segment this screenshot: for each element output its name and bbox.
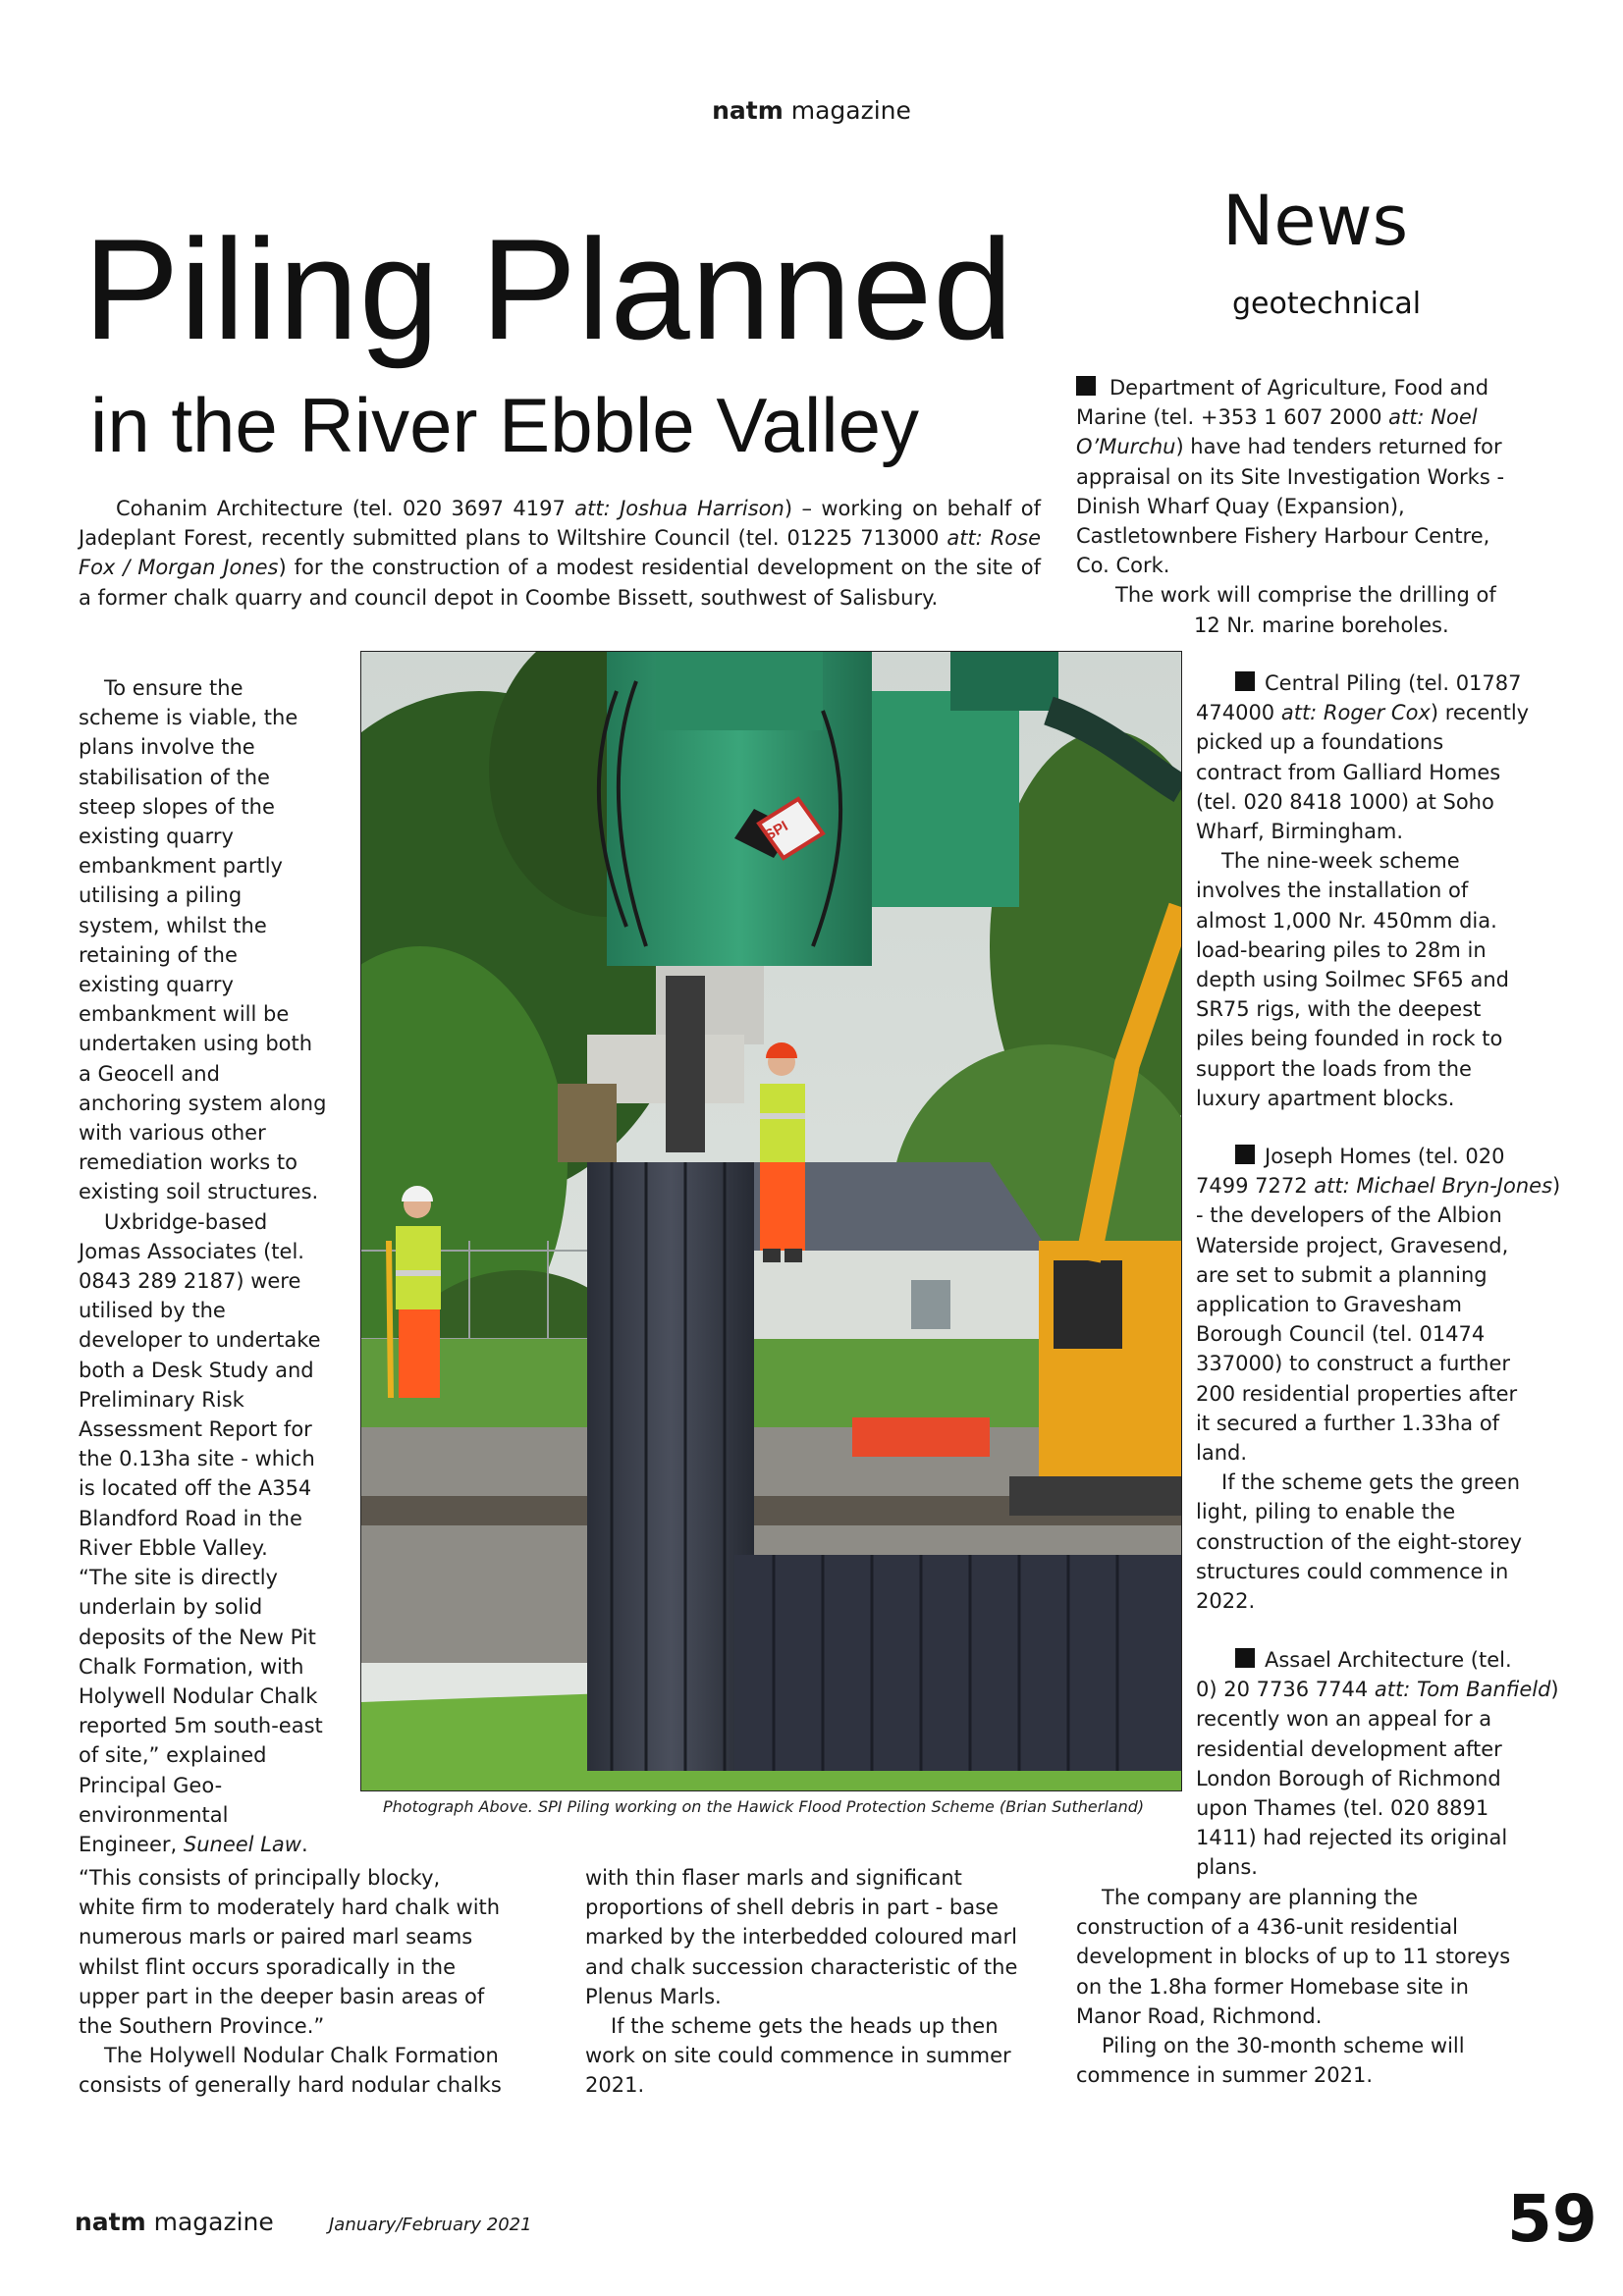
text-line: existing quarry [79,973,234,997]
text-line: Plenus Marls. [585,1984,722,2008]
text-line: Piling on the 30-month scheme will [1102,2034,1465,2058]
text-line: Wharf, Birmingham. [1196,820,1404,844]
text-line: utilised by the [79,1299,226,1323]
text-line: Blandford Road in the [79,1506,302,1530]
text-line: it secured a further 1.33ha of [1196,1411,1500,1435]
text-line: reported 5m south-east [79,1714,323,1738]
bullet-square-icon [1235,1145,1255,1164]
text-line: development in blocks of up to 11 storeys [1076,1945,1511,1969]
section-title: News [1222,181,1409,261]
text-line: Joseph Homes (tel. 020 [1196,1142,1589,1171]
text-line: commence in summer 2021. [1076,2063,1374,2088]
text-line: embankment partly [79,854,283,879]
text-line: Borough Council (tel. 01474 [1196,1322,1486,1347]
news-item-3 [1196,1142,1589,1616]
text-line: is located off the A354 [79,1476,312,1501]
text-line: white firm to moderately hard chalk with [79,1896,501,1920]
text-line: contract from Galliard Homes [1196,760,1501,784]
text-line: recently won an appeal for a [1196,1707,1492,1732]
text-line: luxury apartment blocks. [1196,1086,1455,1110]
text-line: deposits of the New Pit [79,1625,316,1649]
text-line: Central Piling (tel. 01787 [1196,668,1589,698]
text-line: plans involve the [79,735,255,760]
text-line: 2022. [1196,1589,1256,1614]
article-subtitle: in the River Ebble Valley [90,382,919,468]
text-line: application to Gravesham [1196,1293,1462,1317]
text-line: 337000) to construct a further [1196,1352,1511,1376]
text-line: with thin flaser marls and significant [585,1866,962,1890]
text-line: SR75 rigs, with the deepest [1196,997,1482,1022]
text-line: 1411) had rejected its original [1196,1826,1508,1850]
text-line: on the 1.8ha former Homebase site in [1076,1974,1469,1999]
text-line: numerous marls or paired marl seams [79,1925,473,1949]
text-line: Principal Geo- [79,1773,223,1797]
text-line: whilst flint occurs sporadically in the [79,1954,457,1979]
text-line: River Ebble Valley. [79,1535,268,1560]
text-line: 2021. [585,2073,645,2098]
text-line: “This consists of principally blocky, [79,1866,441,1890]
footer-date: January/February 2021 [329,2215,532,2235]
text-line: construction of a 436-unit residential [1076,1915,1458,1940]
text-line: upper part in the deeper basin areas of [79,1984,485,2008]
text-line: involves the installation of [1196,879,1469,903]
text-line: depth using Soilmec SF65 and [1196,968,1509,992]
rig-logo-text: SPI [762,818,791,844]
text-line: If the scheme gets the green [1221,1470,1521,1495]
text-line: - the developers of the Albion [1196,1203,1502,1228]
text-line: piles being founded in rock to [1196,1027,1503,1051]
text-line: of site,” explained [79,1743,267,1768]
text-line: Manor Road, Richmond. [1076,2003,1323,2028]
bullet-square-icon [1235,1648,1255,1668]
text-line: Holywell Nodular Chalk [79,1683,318,1708]
text-line: scheme is viable, the [79,706,298,730]
article-column-2-bottom [585,1863,1076,2101]
text-line: 0843 289 2187) were [79,1269,301,1294]
text-line: underlain by solid [79,1595,263,1620]
text-line: utilising a piling [79,883,243,908]
text-line: developer to undertake [79,1328,321,1353]
text-line: light, piling to enable the [1196,1500,1456,1524]
text-line: Assessment Report for [79,1417,312,1442]
text-line: undertaken using both [79,1032,313,1056]
text-line: 474000 att: Roger Cox) recently [1196,701,1530,725]
text-line: anchoring system along [79,1091,327,1115]
text-line: “The site is directly [79,1566,278,1590]
news-item-1: Department of Agriculture, Food and Marine (tel. +353 1 607 2000 att: Noel O’Murchu) have had tenders returned for appraisal on its Site Investigation Works - Dinish Wharf Quay (Expansion), Castletownbere Fishery Harbour Centre, Co. Cork. The work will comprise the drilling of 12 Nr. marine boreholes. [1076,373,1572,640]
text-line: structures could commence in [1196,1559,1509,1583]
text-line: plans. [1196,1855,1258,1880]
text-line: with various other [79,1121,266,1146]
text-line: London Borough of Richmond [1196,1766,1501,1790]
bullet-square-icon [1235,671,1255,691]
text-line: and chalk succession characteristic of the [585,1954,1018,1979]
text-line: construction of the eight-storey [1196,1529,1523,1554]
photo-caption: Photograph Above. SPI Piling working on the Hawick Flood Protection Scheme (Brian Sutherland) [383,1797,1145,1816]
text-line: Waterside project, Gravesend, [1196,1233,1509,1257]
text-line: the 0.13ha site - which [79,1447,315,1471]
article-column-1 [79,673,363,1859]
text-line: picked up a foundations [1196,730,1444,755]
article-title: Piling Planned [83,209,1014,369]
text-line: remediation works to [79,1150,298,1175]
text-line: both a Desk Study and [79,1358,314,1382]
text-line: To ensure the [104,676,243,700]
news-item-4-continued [1076,1883,1587,2090]
text-line: The nine-week scheme [1221,849,1460,874]
footer-brand: natm magazine [75,2208,274,2236]
article-photo [360,651,1182,1791]
text-line: upon Thames (tel. 020 8891 [1196,1796,1489,1821]
section-subtitle: geotechnical [1232,287,1422,321]
page-number: 59 [1507,2181,1597,2257]
text-line: 0) 20 7736 7744 att: Tom Banfield) [1196,1678,1559,1702]
text-line: Uxbridge-based [104,1209,268,1234]
bullet-square-icon [1076,376,1096,396]
text-line: land. [1196,1441,1248,1466]
byline: Engineer, Suneel Law. [79,1832,308,1856]
text-line: system, whilst the [79,913,267,937]
text-line: environmental [79,1802,229,1827]
article-intro: Cohanim Architecture (tel. 020 3697 4197 att: Joshua Harrison) – working on behalf of Jadeplant Forest, recently submitted plans to Wiltshire Council (tel. 01225 713000 att: Rose Fox / Morgan Jones) for the construction of a modest residential development on the site of a former chalk quarry and council depot in Coombe Bissett, southwest of Salisbury. [79,497,1042,610]
text-line: If the scheme gets the heads up then [611,2014,999,2039]
news-item-4 [1196,1645,1589,1883]
text-line: existing soil structures. [79,1180,319,1204]
news-item-2 [1196,668,1589,1113]
text-line: load-bearing piles to 28m in [1196,937,1487,962]
text-line: (tel. 020 8418 1000) at Soho [1196,789,1494,814]
text-line: retaining of the [79,942,238,967]
text-line: almost 1,000 Nr. 450mm dia. [1196,908,1497,933]
text-line: are set to submit a planning [1196,1262,1488,1287]
text-line: proportions of shell debris in part - base [585,1896,999,1920]
article-column-1-bottom [79,1863,569,2101]
text-line: support the loads from the [1196,1056,1472,1081]
text-line: consists of generally hard nodular chalks [79,2073,502,2098]
text-line: Jomas Associates (tel. [79,1239,304,1263]
text-line: a Geocell and [79,1061,220,1086]
text-line: marked by the interbedded coloured marl [585,1925,1017,1949]
text-line: existing quarry [79,825,234,849]
header-brand: natm magazine [712,96,911,125]
news-item-1-line: Department of Agriculture, Food and [1076,373,1572,402]
text-line: The Holywell Nodular Chalk Formation [104,2044,499,2068]
text-line: the Southern Province.” [79,2014,325,2039]
text-line: Chalk Formation, with [79,1654,304,1679]
text-line: 200 residential properties after [1196,1381,1518,1406]
text-line: The company are planning the [1102,1886,1419,1909]
text-line: Preliminary Risk [79,1387,244,1412]
text-line: steep slopes of the [79,794,275,819]
text-line: work on site could commence in summer [585,2044,1011,2068]
text-line: embankment will be [79,1002,290,1027]
text-line: residential development after [1196,1736,1502,1761]
text-line: stabilisation of the [79,765,270,789]
text-line: Assael Architecture (tel. [1196,1645,1589,1675]
text-line: 7499 7272 att: Michael Bryn-Jones) [1196,1174,1561,1199]
